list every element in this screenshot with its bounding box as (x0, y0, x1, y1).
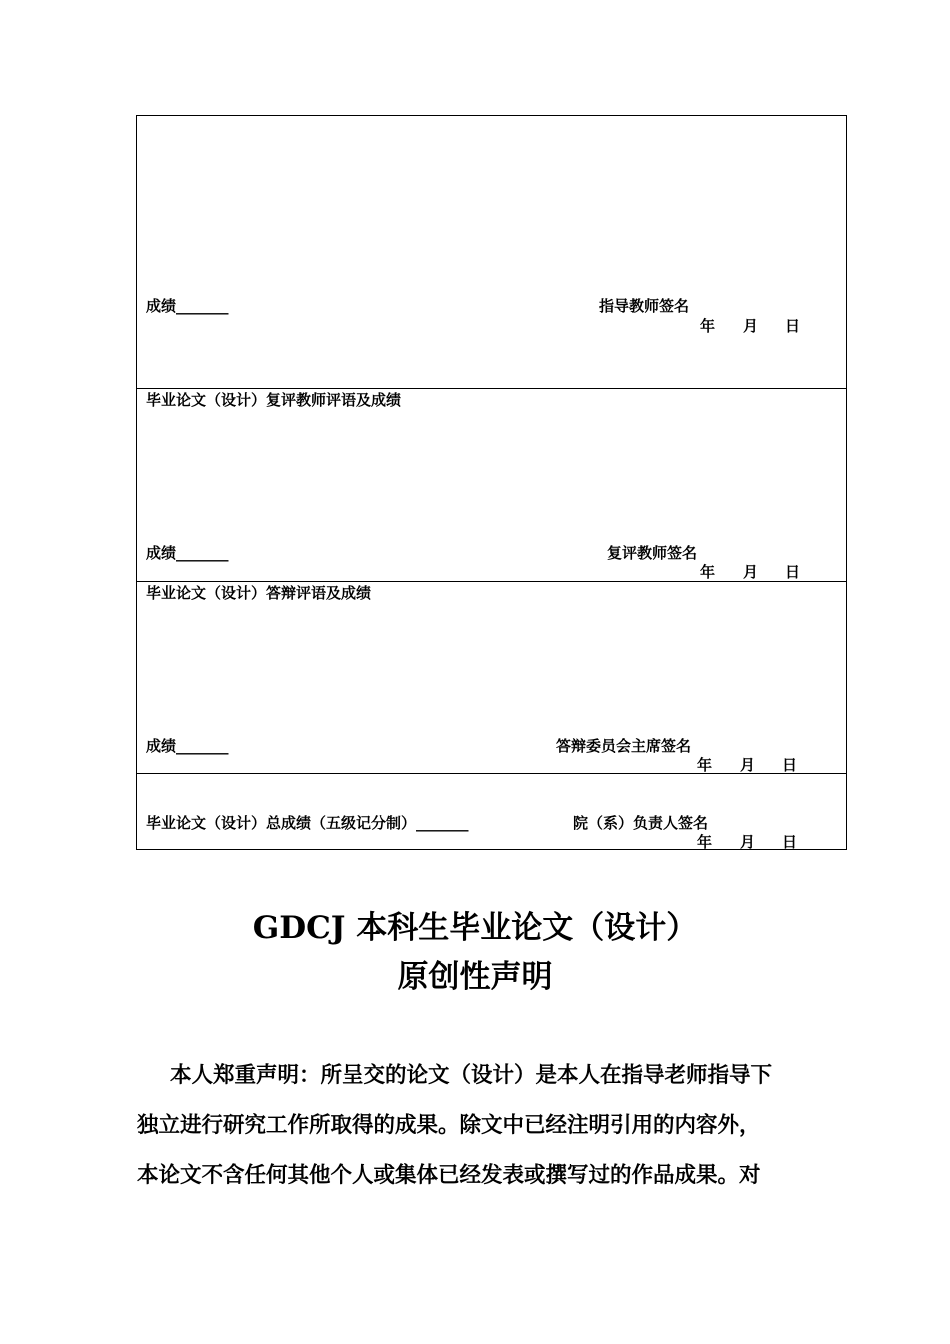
advisor-grade-field: 成绩_______ (146, 297, 229, 315)
review-signature-label: 复评教师签名 (607, 544, 698, 562)
declaration-line-3: 本论文不含任何其他个人或集体已经发表或撰写过的作品成果。对 (137, 1163, 761, 1188)
defense-date (697, 756, 797, 774)
day-label: 日 (782, 833, 798, 851)
total-grade-field: 毕业论文（设计）总成绩（五级记分制）_______ (146, 814, 469, 832)
day-label: 日 (782, 756, 798, 774)
defense-signature-label: 答辩委员会主席签名 (556, 737, 692, 755)
month-label: 月 (743, 317, 759, 335)
review-heading: 毕业论文（设计）复评教师评语及成绩 (146, 391, 402, 409)
day-label: 日 (785, 563, 801, 581)
month-label: 月 (740, 756, 756, 774)
review-comment-row (137, 388, 846, 581)
declaration-line-1: 本人郑重声明：所呈交的论文（设计）是本人在指导老师指导下 (170, 1063, 773, 1088)
defense-heading: 毕业论文（设计）答辩评语及成绩 (146, 584, 372, 602)
year-label: 年 (700, 317, 716, 335)
total-grade-row (137, 773, 846, 850)
year-label: 年 (697, 756, 713, 774)
review-date (700, 563, 800, 581)
advisor-comment-row (137, 116, 846, 388)
month-label: 月 (743, 563, 759, 581)
year-label: 年 (700, 563, 716, 581)
defense-comment-row (137, 581, 846, 773)
month-label: 月 (740, 833, 756, 851)
declaration-title: GDCJ 本科生毕业论文（设计） (252, 910, 698, 946)
advisor-signature-label: 指导教师签名 (599, 297, 690, 315)
declaration-subtitle: 原创性声明 (397, 959, 553, 995)
advisor-date (700, 317, 800, 335)
review-grade-field: 成绩_______ (146, 544, 229, 562)
evaluation-form-table (136, 115, 847, 850)
total-date (697, 833, 797, 851)
defense-grade-field: 成绩_______ (146, 737, 229, 755)
declaration-line-2: 独立进行研究工作所取得的成果。除文中已经注明引用的内容外， (137, 1113, 761, 1138)
dean-signature-label: 院（系）负责人签名 (573, 814, 709, 832)
year-label: 年 (697, 833, 713, 851)
day-label: 日 (785, 317, 801, 335)
